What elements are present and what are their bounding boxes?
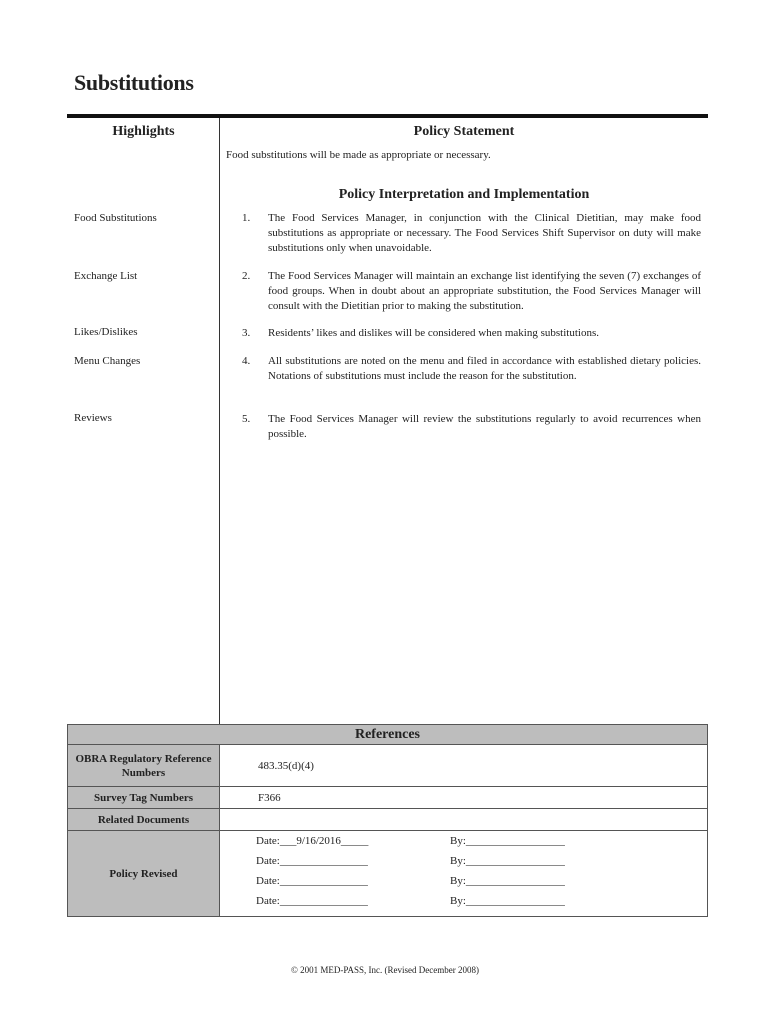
revision-date: Date:___9/16/2016_____ [256,834,369,847]
item-text: The Food Services Manager will maintain an exchange list identifying the seven (7) exchanges of food groups. When in doubt about an appropriate substitution, the Food Services Manager will consult with the Dietitian prior to making the substitution. [268,270,701,312]
highlight-likes-dislikes: Likes/Dislikes [74,326,138,338]
highlight-reviews: Reviews [74,412,112,424]
revision-date: Date:________________ [256,854,368,867]
obra-value: 483.35(d)(4) [220,745,708,787]
item-text: Residents’ likes and dislikes will be considered when making substitutions. [268,327,599,339]
item-number: 2. [242,270,251,282]
item-number: 4. [242,355,251,367]
item-text: The Food Services Manager, in conjunction with the Clinical Dietitian, may make food substitutions as appropriate or necessary. The Food Services Shift Supervisor on duty will make substitutions only when unavoidable. [268,212,701,254]
obra-label: OBRA Regulatory Reference Numbers [68,745,220,787]
revision-by: By:__________________ [450,874,565,887]
policy-item [242,211,701,256]
title-divider [67,114,708,118]
item-text: The Food Services Manager will review the substitutions regularly to avoid recurrences when possible. [268,413,701,440]
highlight-food-substitutions: Food Substitutions [74,212,157,224]
policy-item [242,412,701,442]
policy-item [242,269,701,314]
revision-by: By:__________________ [450,834,565,847]
references-header: References [68,725,708,745]
policy-item [242,326,701,341]
highlight-exchange-list: Exchange List [74,270,138,282]
item-text: All substitutions are noted on the menu and filed in accordance with established dietary policies. Notations of substitutions must include the reason for the substitution. [268,355,701,382]
policy-revised-label: Policy Revised [68,831,220,917]
copyright-footer: © 2001 MED-PASS, Inc. (Revised December 2008) [291,965,479,975]
policy-statement-header: Policy Statement [413,124,515,139]
revision-row [220,875,707,895]
highlights-header: Highlights [112,124,175,139]
item-number: 1. [242,212,251,224]
revision-by: By:__________________ [450,894,565,907]
revision-row [220,895,707,915]
revision-row [220,855,707,875]
highlight-menu-changes: Menu Changes [74,355,141,367]
policy-item [242,354,701,384]
survey-tag-label: Survey Tag Numbers [68,787,220,809]
interpretation-header: Policy Interpretation and Implementation [338,187,590,202]
item-number: 3. [242,327,251,339]
revision-by: By:__________________ [450,854,565,867]
revision-row [220,835,707,855]
policy-statement-text: Food substitutions will be made as appropriate or necessary. [226,149,491,161]
page-title: Substitutions [74,70,194,95]
revision-date: Date:________________ [256,874,368,887]
survey-tag-value: F366 [220,787,708,809]
references-table [67,724,708,917]
related-documents-label: Related Documents [68,809,220,831]
revision-date: Date:________________ [256,894,368,907]
related-documents-value [220,809,708,831]
column-divider [219,118,220,724]
item-number: 5. [242,413,251,425]
revision-signatures [220,831,708,917]
